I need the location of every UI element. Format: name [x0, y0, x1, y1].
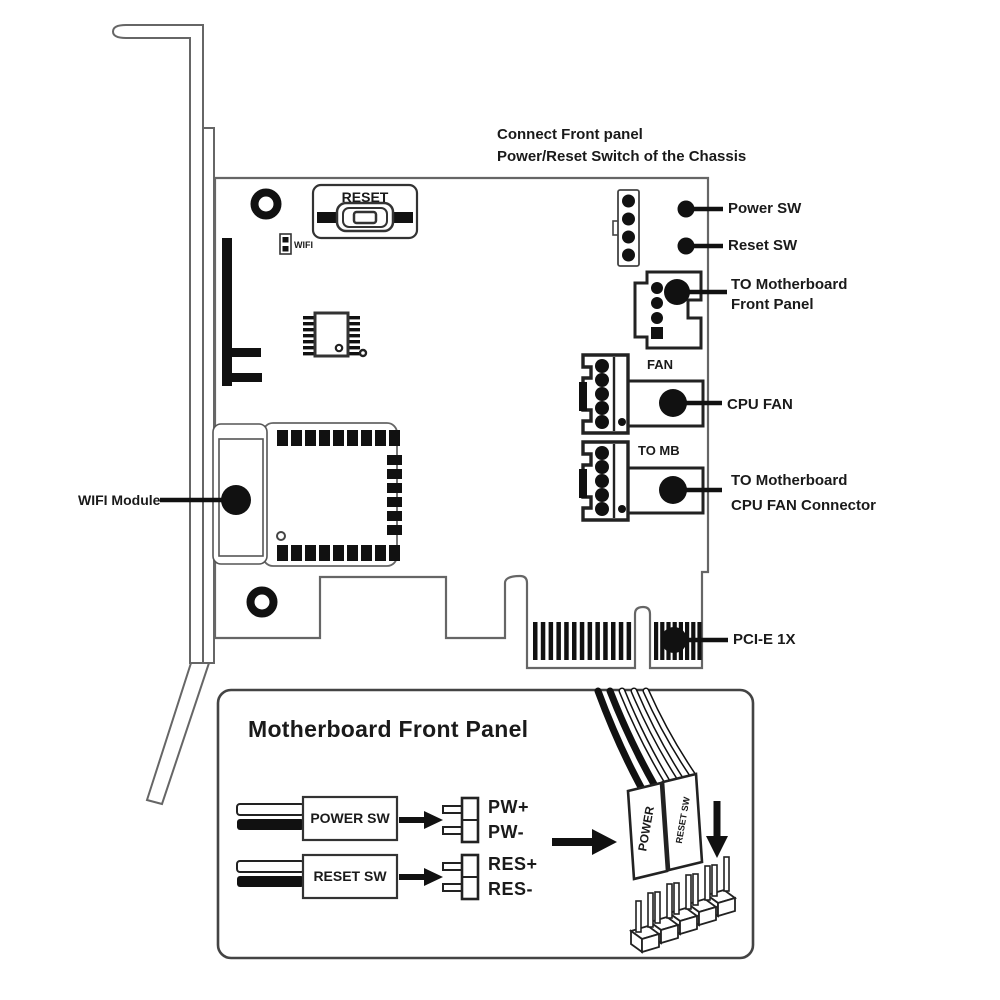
- front-panel-box-title: Motherboard Front Panel: [248, 716, 529, 742]
- cpu-fan-callout-dot: [659, 389, 687, 417]
- to-mb-callout-dot: [659, 476, 687, 504]
- power-sw-box-label: POWER SW: [310, 810, 390, 827]
- cpu-fan-callout-line2: CPU FAN Connector: [731, 497, 877, 514]
- wifi-module-callout-dot: [221, 485, 251, 515]
- res-minus-label: RES-: [488, 879, 534, 899]
- to-mb-label: TO MB: [638, 443, 680, 458]
- pcie-callout-dot: [661, 627, 687, 653]
- front-panel-callout-line1: TO Motherboard: [731, 276, 848, 293]
- note-line2: Power/Reset Switch of the Chassis: [497, 148, 747, 165]
- wifi-module-label: WIFI Module: [78, 492, 161, 508]
- reset-button-label: RESET: [341, 189, 389, 205]
- res-plus-label: RES+: [488, 854, 538, 874]
- front-panel-connector: [635, 272, 727, 348]
- pcie-label: PCI-E 1X: [733, 631, 796, 648]
- pw-minus-label: PW-: [488, 822, 525, 842]
- wifi-jumper-label: WIFI: [294, 240, 313, 250]
- pci-bracket: [113, 25, 214, 804]
- reset-sw-label: Reset SW: [728, 237, 798, 254]
- fan-label: FAN: [647, 357, 673, 372]
- note-line1: Connect Front panel: [497, 126, 643, 143]
- plug-power-label: POWER: [635, 805, 657, 853]
- cpu-fan-callout-line1: TO Motherboard: [731, 472, 848, 489]
- plug-reset-label: RESET SW: [673, 796, 692, 845]
- wifi-jumper: [280, 234, 291, 254]
- front-panel-callout-dot: [664, 279, 690, 305]
- reset-sw-box-label: RESET SW: [313, 868, 387, 885]
- power-sw-label: Power SW: [728, 200, 802, 217]
- pw-plus-label: PW+: [488, 797, 530, 817]
- front-panel-callout-line2: Front Panel: [731, 296, 814, 313]
- cpu-fan-label: CPU FAN: [727, 396, 793, 413]
